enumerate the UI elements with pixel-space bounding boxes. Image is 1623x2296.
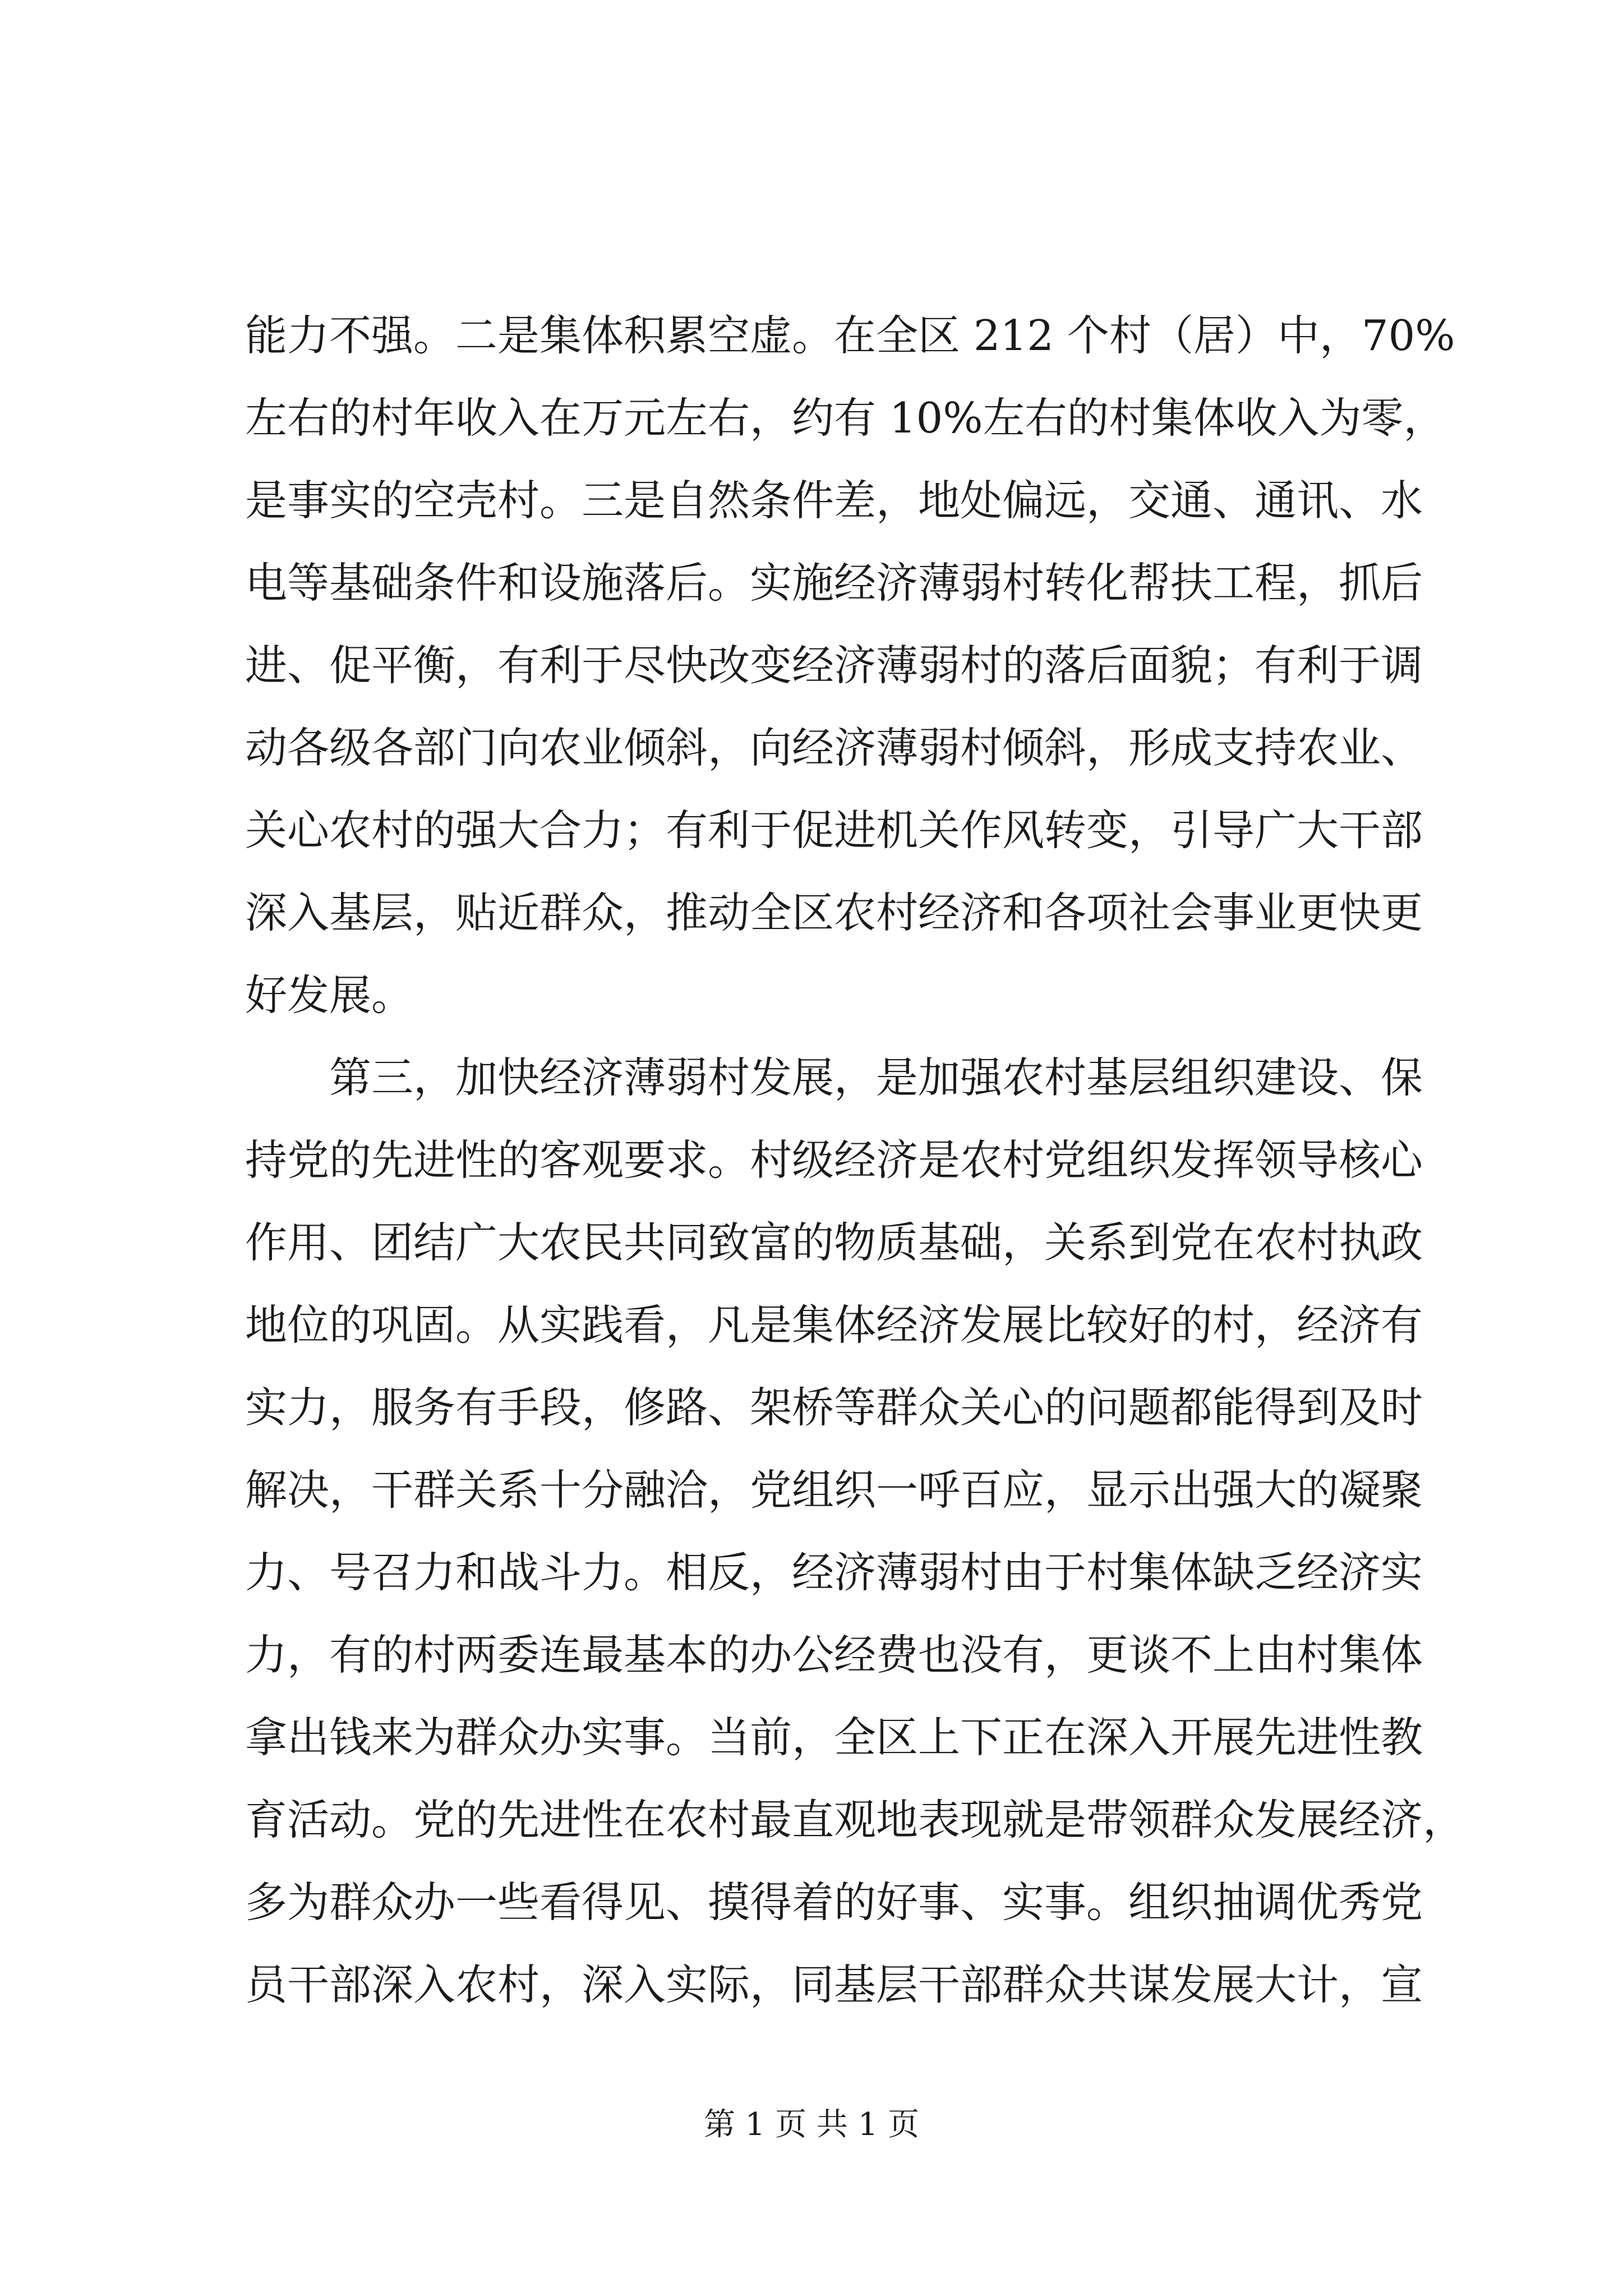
text-line: 地位的巩固。从实践看，凡是集体经济发展比较好的村，经济有: [245, 1300, 1423, 1350]
text-line: 动各级各部门向农业倾斜，向经济薄弱村倾斜，形成支持农业、: [245, 723, 1423, 772]
text-line: 作用、团结广大农民共同致富的物质基础，关系到党在农村执政: [245, 1218, 1423, 1267]
text-line: 拿出钱来为群众办实事。当前，全区上下正在深入开展先进性教: [245, 1713, 1423, 1762]
text-line: 员干部深入农村，深入实际，同基层干部群众共谋发展大计，宣: [245, 1960, 1423, 2009]
text-line: 好发展。: [245, 970, 414, 1020]
text-line: 实力，服务有手段，修路、架桥等群众关心的问题都能得到及时: [245, 1383, 1423, 1432]
paragraph-first-line: 第三，加快经济薄弱村发展，是加强农村基层组织建设、保: [329, 1053, 1423, 1102]
text-line: 关心农村的强大合力；有利于促进机关作风转变，引导广大干部: [245, 806, 1423, 855]
text-line: 育活动。党的先进性在农村最直观地表现就是带领群众发展经济，: [245, 1795, 1465, 1844]
page-footer: 第 1 页 共 1 页: [703, 2106, 920, 2143]
text-line: 电等基础条件和设施落后。实施经济薄弱村转化帮扶工程，抓后: [245, 558, 1423, 608]
text-line: 持党的先进性的客观要求。村级经济是农村党组织发挥领导核心: [245, 1135, 1423, 1185]
text-line: 能力不强。二是集体积累空虚。在全区 212 个村（居）中，70%: [245, 311, 1455, 360]
body-text: [245, 295, 1465, 2026]
text-line: 是事实的空壳村。三是自然条件差，地处偏远，交通、通讯、水: [245, 476, 1423, 525]
text-line: 力，有的村两委连最基本的办公经费也没有，更谈不上由村集体: [245, 1630, 1423, 1680]
text-line: 进、促平衡，有利于尽快改变经济薄弱村的落后面貌；有利于调: [245, 641, 1423, 690]
text-line: 多为群众办一些看得见、摸得着的好事、实事。组织抽调优秀党: [245, 1878, 1423, 1927]
text-line: 力、号召力和战斗力。相反，经济薄弱村由于村集体缺乏经济实: [245, 1548, 1423, 1597]
text-line: 左右的村年收入在万元左右，约有 10%左右的村集体收入为零，: [245, 393, 1446, 443]
text-line: 解决，干群关系十分融洽，党组织一呼百应，显示出强大的凝聚: [245, 1465, 1423, 1515]
text-line: 深入基层，贴近群众，推动全区农村经济和各项社会事业更快更: [245, 888, 1423, 937]
